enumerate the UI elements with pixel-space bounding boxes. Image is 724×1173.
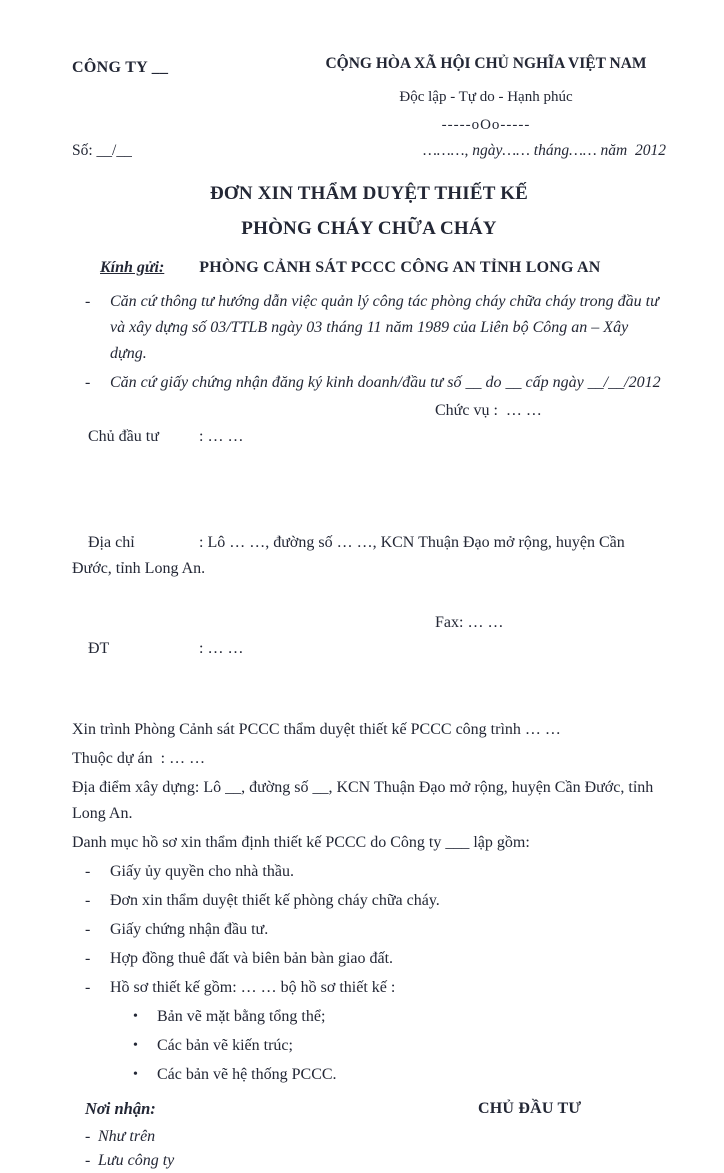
national-motto: Độc lập - Tự do - Hạnh phúc <box>399 89 573 105</box>
dash-marker: - <box>85 374 91 391</box>
national-title: CỘNG HÒA XÃ HỘI CHỦ NGHĨA VIỆT NAM <box>325 55 647 72</box>
drawing-item <box>72 1033 666 1059</box>
recipients-list <box>72 1125 666 1173</box>
phone-value: : … … <box>199 640 244 657</box>
fax-field: Fax: … … <box>435 614 504 631</box>
drawing-item-text: Bản vẽ mặt bằng tổng thể; <box>157 1008 326 1025</box>
bullet-marker: • <box>133 1067 138 1082</box>
dossier-item <box>72 946 666 972</box>
dash-marker: - <box>85 863 91 880</box>
document-header <box>72 54 666 135</box>
title-line-1: ĐƠN XIN THẨM DUYỆT THIẾT KẾ <box>209 183 529 204</box>
dossier-item <box>72 888 666 914</box>
dossier-item-text: Đơn xin thẩm duyệt thiết kế phòng cháy chữa cháy. <box>110 892 440 909</box>
bullet-marker: • <box>133 1038 138 1053</box>
dossier-item-text: Hồ sơ thiết kế gồm: … … bộ hồ sơ thiết kế : <box>110 979 396 996</box>
addressee-recipient: PHÒNG CẢNH SÁT PCCC CÔNG AN TỈNH LONG AN <box>199 259 601 276</box>
dash-marker: - <box>85 950 91 967</box>
recipients-item <box>72 1125 666 1149</box>
dash-marker: - <box>85 293 91 310</box>
legal-basis-item <box>72 370 666 396</box>
legal-basis-list <box>72 289 666 396</box>
phone-label: ĐT <box>88 640 110 657</box>
dash-marker: - <box>85 1128 91 1145</box>
dossier-item <box>72 975 666 1001</box>
address-label: Địa chỉ <box>88 534 135 551</box>
dossier-item-text: Hợp đồng thuê đất và biên bản bàn giao đất. <box>110 950 394 967</box>
address-value: : Lô … …, đường số … …, KCN Thuận Đạo mở rộng, huyện Cần Đước, tỉnh Long An. <box>72 534 629 577</box>
signer-title: CHỦ ĐẦU TƯ <box>478 1100 582 1117</box>
investor-value: : … … <box>199 428 244 445</box>
dossier-item-text: Giấy chứng nhận đầu tư. <box>110 921 269 938</box>
bullet-marker: • <box>133 1009 138 1024</box>
addressee-row <box>72 255 666 281</box>
footer-row <box>72 1096 666 1123</box>
recipients-item-text: Lưu công ty <box>98 1152 175 1169</box>
document-number: Số: __/__ <box>72 142 132 159</box>
drawing-item <box>72 1004 666 1030</box>
address-row <box>72 504 666 608</box>
phone-row <box>72 610 666 714</box>
project-paragraph: Thuộc dự án : … … <box>72 750 206 767</box>
date-line: ………, ngày…… tháng…… năm 2012 <box>423 142 666 159</box>
dossier-intro-paragraph: Danh mục hồ sơ xin thẩm định thiết kế PCCC do Công ty ___ lập gồm: <box>72 834 530 851</box>
drawing-list <box>72 1004 666 1088</box>
drawing-item-text: Các bản vẽ kiến trúc; <box>157 1037 293 1054</box>
drawing-item-text: Các bản vẽ hệ thống PCCC. <box>157 1066 337 1083</box>
dossier-item <box>72 917 666 943</box>
document-title <box>72 176 666 246</box>
national-header <box>306 54 666 135</box>
dossier-list <box>72 859 666 1001</box>
drawing-item <box>72 1062 666 1088</box>
legal-basis-text: Căn cứ giấy chứng nhận đăng ký kinh doanh/đầu tư số __ do __ cấp ngày __/__/2012 <box>110 374 661 391</box>
recipients-label: Nơi nhận: <box>85 1099 156 1118</box>
recipients-item <box>72 1149 666 1173</box>
position-field: Chức vụ : … … <box>435 402 542 419</box>
company-name: CÔNG TY __ <box>72 59 169 76</box>
investor-row <box>72 398 666 502</box>
dash-marker: - <box>85 979 91 996</box>
title-line-2: PHÒNG CHÁY CHỮA CHÁY <box>241 218 497 239</box>
request-paragraph: Xin trình Phòng Cảnh sát PCCC thẩm duyệt thiết kế PCCC công trình … … <box>72 721 561 738</box>
dash-marker: - <box>85 892 91 909</box>
ooo-separator: -----oOo----- <box>441 117 531 133</box>
recipients-item-text: Như trên <box>98 1128 156 1145</box>
dash-marker: - <box>85 1152 91 1169</box>
dash-marker: - <box>85 921 91 938</box>
investor-label: Chủ đầu tư <box>88 428 159 445</box>
location-paragraph: Địa điểm xây dựng: Lô __, đường số __, KCN Thuận Đạo mở rộng, huyện Cần Đước, tỉnh Long An. <box>72 779 658 822</box>
number-date-row <box>72 140 666 162</box>
legal-basis-item <box>72 289 666 367</box>
dossier-item <box>72 859 666 885</box>
addressee-label: Kính gửi: <box>100 259 165 276</box>
dossier-item-text: Giấy ủy quyền cho nhà thầu. <box>110 863 294 880</box>
legal-basis-text: Căn cứ thông tư hướng dẫn việc quản lý công tác phòng cháy chữa cháy trong đầu tư và xây dựng số 03/TTLB ngày 03 tháng 11 năm 1989 của Liên bộ Công an – Xây dựng. <box>110 293 663 362</box>
